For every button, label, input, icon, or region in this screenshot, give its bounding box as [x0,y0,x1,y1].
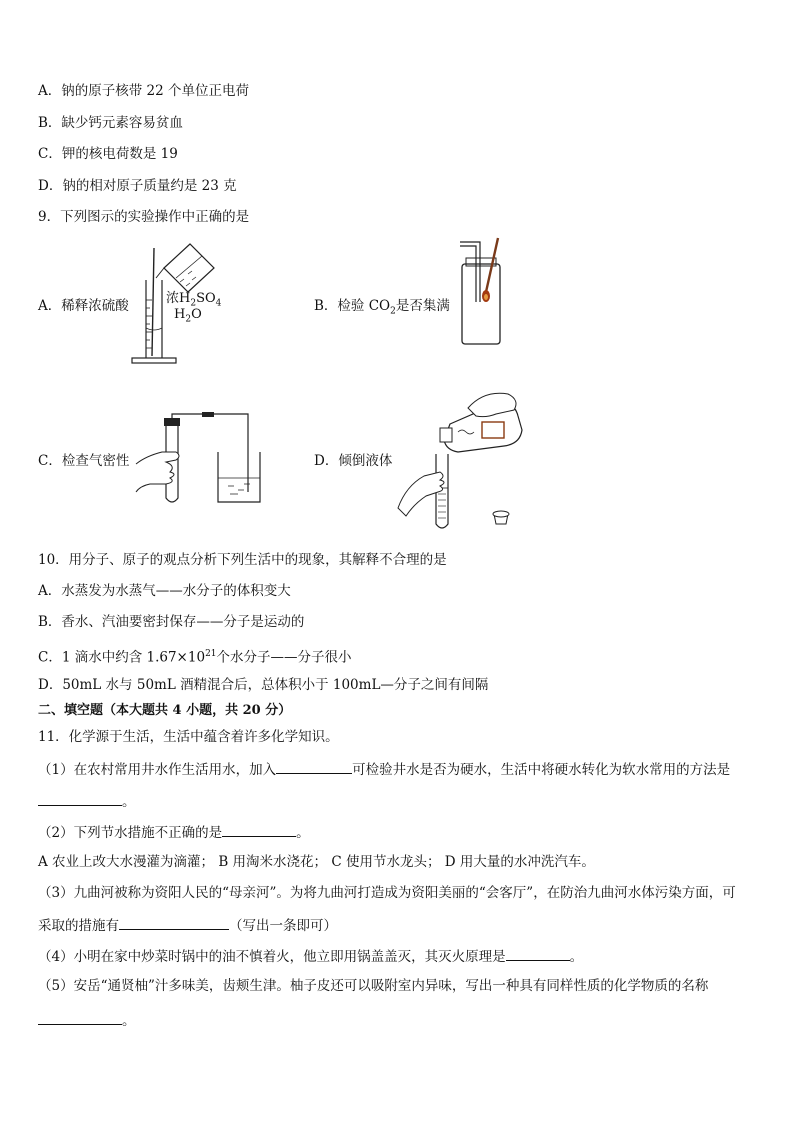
airtight-check-figure [132,412,262,508]
q9-stem: 9．下列图示的实验操作中正确的是 [38,209,250,225]
q10-option-c: C．1 滴水中约含 $1.67\times 10^{21}$个水分子——分子很小 [38,649,352,666]
co2-check-figure [456,234,518,350]
answer-blank[interactable] [38,1010,122,1025]
q9-option-c-label: C．检查气密性 [38,453,130,469]
q9-option-a-label: A．稀释浓硫酸 [38,298,129,314]
q11-stem: 11．化学源于生活，生活中蕴含着许多化学知识。 [38,729,339,745]
q11-part3-cont: 采取的措施有 （写出一条即可） [38,915,337,935]
answer-blank[interactable] [222,822,296,837]
q8-option-a: A．钠的原子核带 22 个单位正电荷 [38,83,250,99]
answer-blank[interactable] [38,791,122,806]
q10-option-b: B．香水、汽油要密封保存——分子是运动的 [38,614,305,630]
q11-part5-cont: 。 [38,1010,136,1030]
q9-option-d-label: D．倾倒液体 [314,453,393,469]
answer-blank[interactable] [276,759,352,774]
q11-part5: （5）安岳“通贤柚”汁多味美，齿颊生津。柚子皮还可以吸附室内异味，写出一种具有同样性质的化学物质的名称 [38,978,709,994]
q10-option-a: A．水蒸发为水蒸气——水分子的体积变大 [38,583,291,599]
water-label: $H_2O$ [174,307,202,325]
q10-stem: 10．用分子、原子的观点分析下列生活中的现象，其解释不合理的是 [38,552,447,568]
q8-option-b: B．缺少钙元素容易贫血 [38,115,183,131]
pour-liquid-figure [396,388,532,534]
section-title: 二、填空题（本大题共 4 小题，共 20 分） [38,703,292,718]
q11-part2-options: A 农业上改大水漫灌为滴灌； B 用淘米水浇花； C 使用节水龙头； D 用大量的水冲洗汽车。 [38,854,595,870]
answer-blank[interactable] [119,915,229,930]
q11-part1: （1）在农村常用井水作生活用水，加入 可检验井水是否为硬水，生活中将硬水转化为软水常用的方法是 [38,759,730,779]
acid-label: 浓$H_2SO_4$ [166,291,222,309]
answer-blank[interactable] [506,946,570,961]
q9-option-b-label: B．检验 $CO_2$是否集满 [314,298,450,317]
q11-part3: （3）九曲河被称为资阳人民的“母亲河”。为将九曲河打造成为资阳美丽的“会客厅”，在防治九曲河水体污染方面，可 [38,885,736,901]
q10-option-d: D．50mL 水与 50mL 酒精混合后，总体积小于 100mL—分子之间有间隔 [38,677,489,693]
q11-part4: （4）小明在家中炒菜时锅中的油不慎着火，他立即用锅盖盖灭，其灭火原理是 。 [38,946,583,966]
q11-part2: （2）下列节水措施不正确的是 。 [38,822,310,842]
q8-option-d: D．钠的相对原子质量约是 23 克 [38,178,237,194]
q11-part1-cont: 。 [38,791,136,811]
q8-option-c: C．钾的核电荷数是 19 [38,146,178,162]
